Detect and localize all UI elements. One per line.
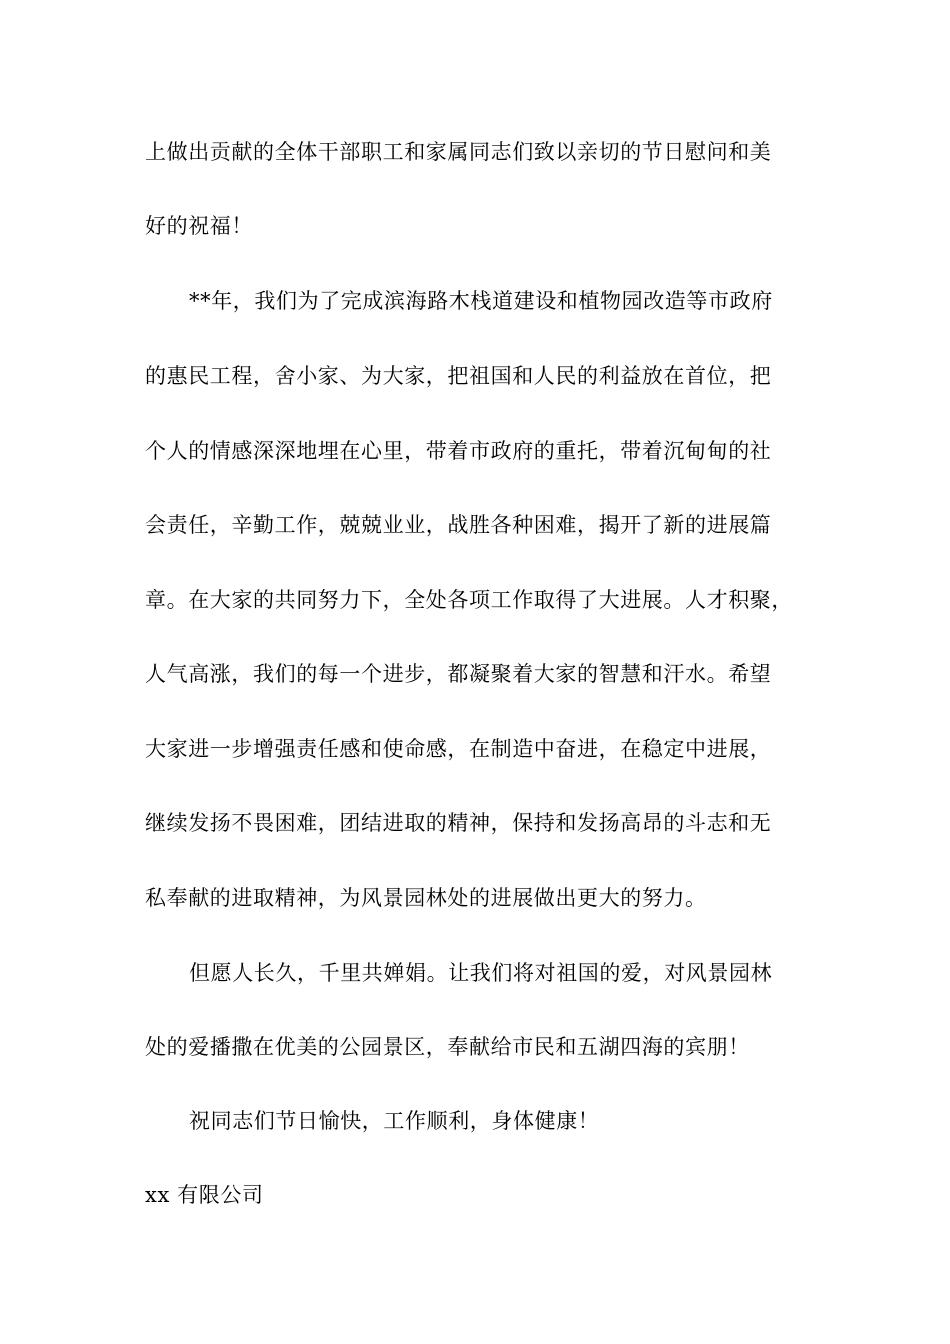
paragraph-line: 上做出贡献的全体干部职工和家属同志们致以亲切的节日慰问和美 bbox=[145, 140, 772, 164]
paragraph-line: 章。在大家的共同努力下，全处各项工作取得了大进展。人才积聚， bbox=[145, 588, 793, 612]
paragraph-line: 大家进一步增强责任感和使命感，在制造中奋进，在稳定中进展， bbox=[145, 737, 772, 761]
signature-company: xx 有限公司 bbox=[145, 1183, 264, 1207]
paragraph-line: 处的爱播撒在优美的公园景区，奉献给市民和五湖四海的宾朋！ bbox=[145, 1035, 750, 1059]
paragraph-line: 好的祝福！ bbox=[145, 214, 253, 238]
paragraph-line: 的惠民工程，舍小家、为大家，把祖国和人民的利益放在首位，把 bbox=[145, 364, 772, 388]
paragraph-line: 继续发扬不畏困难，团结进取的精神，保持和发扬高昂的斗志和无 bbox=[145, 811, 772, 835]
closing-wishes: 祝同志们节日愉快，工作顺利，身体健康！ bbox=[189, 1109, 600, 1133]
paragraph-line: 个人的情感深深地埋在心里，带着市政府的重托，带着沉甸甸的社 bbox=[145, 439, 772, 463]
paragraph-line: 私奉献的进取精神，为风景园林处的进展做出更大的努力。 bbox=[145, 886, 707, 910]
paragraph-line: 但愿人长久，千里共婵娟。让我们将对祖国的爱，对风景园林 bbox=[189, 961, 773, 985]
paragraph-line: 会责任，辛勤工作，兢兢业业，战胜各种困难，揭开了新的进展篇 bbox=[145, 513, 772, 537]
paragraph-line: 人气高涨，我们的每一个进步，都凝聚着大家的智慧和汗水。希望 bbox=[145, 662, 772, 686]
paragraph-line: **年，我们为了完成滨海路木栈道建设和植物园改造等市政府 bbox=[189, 289, 773, 313]
